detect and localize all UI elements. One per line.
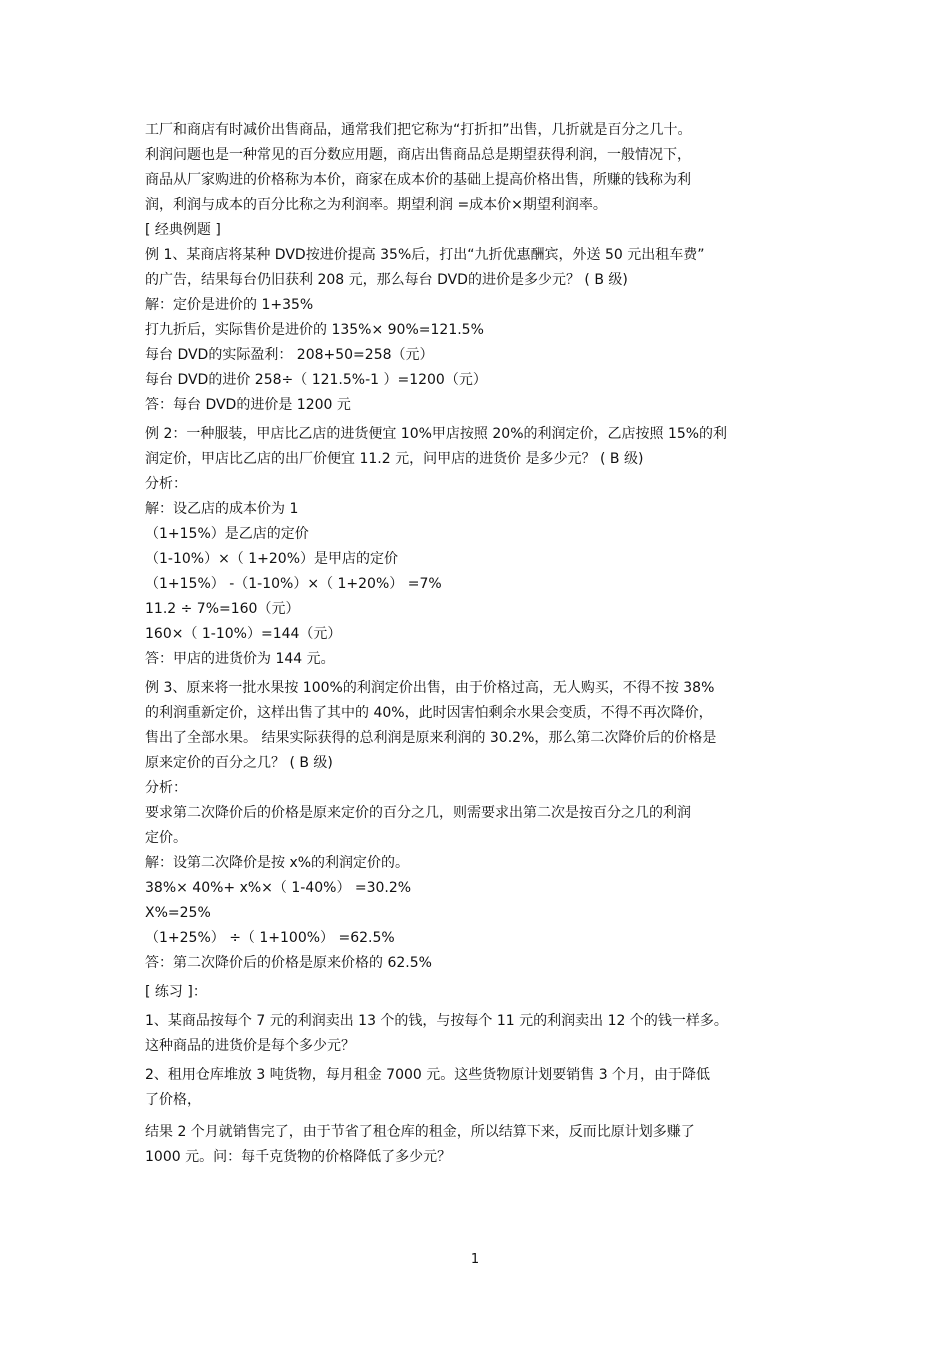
text-line: （1+15%）是乙店的定价 <box>145 526 309 542</box>
text-line: 打九折后，实际售价是进价的 135%× 90%=121.5% <box>145 322 484 338</box>
text-line: 160×（ 1-10%）=144（元） <box>145 626 342 642</box>
text-line: 38%× 40%+ x%×（ 1-40%） =30.2% <box>145 880 412 896</box>
text-line: 例 1、某商店将某种 DVD按进价提高 35%后，打出“九折优惠酬宾，外送 50 元出租车费” <box>145 247 705 263</box>
section-heading-practice: [ 练习 ]： <box>145 984 207 1000</box>
text-line: 解：定价是进价的 1+35% <box>145 297 314 313</box>
text-line: 原来定价的百分之几？ ( B 级) <box>145 755 333 771</box>
practice-2 <box>145 1063 815 1113</box>
text-line: 例 2：一种服装，甲店比乙店的进货便宜 10%甲店按照 20%的利润定价，乙店按照 15%的利 <box>145 426 728 442</box>
text-line: 利润问题也是一种常见的百分数应用题，商店出售商品总是期望获得利润，一般情况下， <box>145 147 691 163</box>
text-line: （1-10%）×（ 1+20%）是甲店的定价 <box>145 551 399 567</box>
text-line: 润定价，甲店比乙店的出厂价便宜 11.2 元，问甲店的进货价 是多少元？ ( B 级) <box>145 451 644 467</box>
example-2 <box>145 422 815 672</box>
text-line: 11.2 ÷ 7%=160（元） <box>145 601 300 617</box>
text-line: 分析： <box>145 780 187 796</box>
text-line: 的广告，结果每台仍旧获利 208 元，那么每台 DVD的进价是多少元？ ( B 级) <box>145 272 628 288</box>
text-line: （1+25%） ÷（ 1+100%） =62.5% <box>145 930 395 946</box>
text-line: 工厂和商店有时减价出售商品，通常我们把它称为“打折扣”出售，几折就是百分之几十。 <box>145 122 692 138</box>
text-line: 的利润重新定价，这样出售了其中的 40%，此时因害怕剩余水果会变质，不得不再次降价， <box>145 705 713 721</box>
example-1 <box>145 243 815 418</box>
text-line: X%=25% <box>145 905 211 921</box>
text-line: 答：每台 DVD的进价是 1200 元 <box>145 397 351 413</box>
text-line: 每台 DVD的进价 258÷（ 121.5%-1 ）=1200（元） <box>145 372 487 388</box>
practice-2-continued <box>145 1120 815 1170</box>
text-line: 这种商品的进货价是每个多少元？ <box>145 1038 355 1054</box>
text-line: 要求第二次降价后的价格是原来定价的百分之几，则需要求出第二次是按百分之几的利润 <box>145 805 691 821</box>
text-line: 定价。 <box>145 830 187 846</box>
text-line: 1、某商品按每个 7 元的利润卖出 13 个的钱，与按每个 11 元的利润卖出 12 个的钱一样多。 <box>145 1013 728 1029</box>
text-line: 答：甲店的进货价为 144 元。 <box>145 651 335 667</box>
practice-1 <box>145 1009 815 1059</box>
text-line: 了价格， <box>145 1092 201 1108</box>
text-line: 每台 DVD的实际盈利： 208+50=258（元） <box>145 347 434 363</box>
text-line: 答：第二次降价后的价格是原来价格的 62.5% <box>145 955 432 971</box>
text-line: 结果 2 个月就销售完了，由于节省了租仓库的租金，所以结算下来，反而比原计划多赚了 <box>145 1124 695 1140</box>
example-3 <box>145 676 815 976</box>
intro-paragraph <box>145 118 815 218</box>
text-line: 分析： <box>145 476 187 492</box>
text-line: 1000 元。问：每千克货物的价格降低了多少元？ <box>145 1149 452 1165</box>
text-line: 润，利润与成本的百分比称之为利润率。期望利润 =成本价×期望利润率。 <box>145 197 607 213</box>
text-line: 例 3、原来将一批水果按 100%的利润定价出售，由于价格过高，无人购买，不得不按 38% <box>145 680 715 696</box>
section-heading-examples: [ 经典例题 ] <box>145 222 221 238</box>
text-line: 商品从厂家购进的价格称为本价，商家在成本价的基础上提高价格出售，所赚的钱称为利 <box>145 172 691 188</box>
text-line: 2、租用仓库堆放 3 吨货物，每月租金 7000 元。这些货物原计划要销售 3 个月，由于降低 <box>145 1067 711 1083</box>
text-line: 售出了全部水果。 结果实际获得的总利润是原来利润的 30.2%，那么第二次降价后的价格是 <box>145 730 717 746</box>
text-line: （1+15%） -（1-10%）×（ 1+20%） =7% <box>145 576 442 592</box>
page-number: 1 <box>470 1252 480 1267</box>
text-line: 解：设第二次降价是按 x%的利润定价的。 <box>145 855 410 871</box>
document-body <box>145 118 815 1170</box>
text-line: 解：设乙店的成本价为 1 <box>145 501 299 517</box>
